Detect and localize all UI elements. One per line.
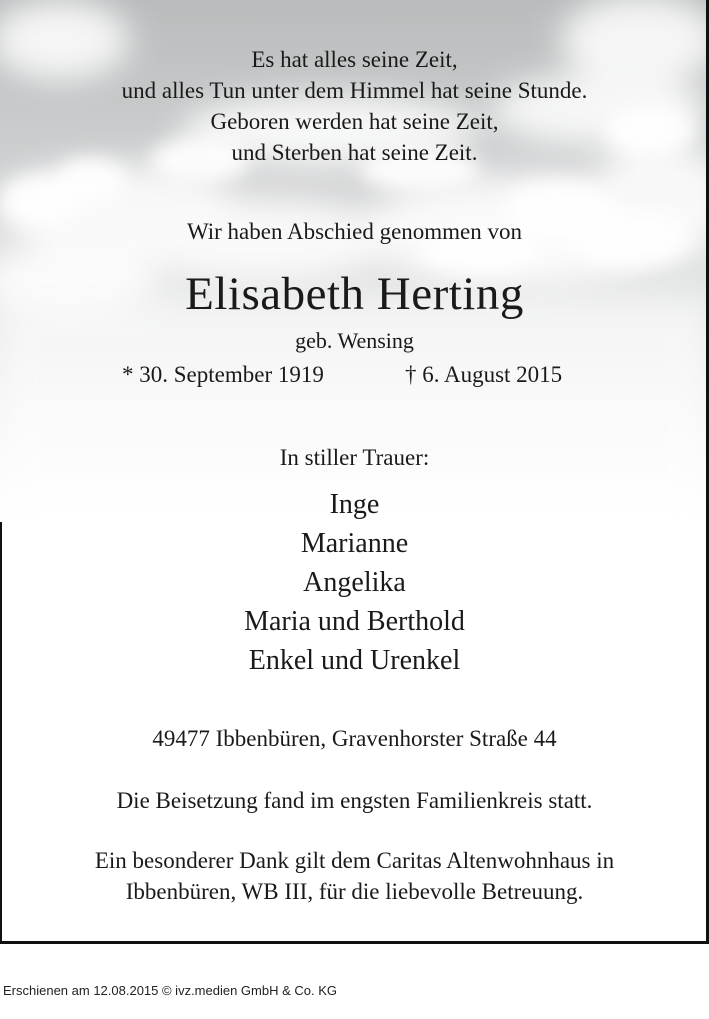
verse-line: und Sterben hat seine Zeit.: [231, 140, 478, 165]
mourner-name: Maria und Berthold: [244, 606, 465, 637]
birth-date: * 30. September 1919: [122, 362, 324, 387]
mourner-name: Angelika: [303, 567, 406, 598]
deceased-name: Elisabeth Herting: [185, 268, 524, 320]
verse-line: und alles Tun unter dem Himmel hat seine Stunde.: [121, 78, 588, 103]
thanks-line: Ibbenbüren, WB III, für die liebevolle Betreuung.: [125, 879, 584, 904]
mourner-name: Inge: [329, 489, 380, 520]
publication-footer: Erschienen am 12.08.2015 © ivz.medien GmbH & Co. KG: [3, 983, 338, 998]
notice-border-left: [0, 522, 2, 942]
farewell-intro: Wir haben Abschied genommen von: [186, 219, 523, 244]
mourning-heading: In stiller Trauer:: [279, 445, 430, 470]
mourner-name: Enkel und Urenkel: [248, 645, 461, 676]
mourner-address: 49477 Ibbenbüren, Gravenhorster Straße 44: [152, 726, 557, 751]
mourner-name: Marianne: [300, 528, 409, 559]
death-date: † 6. August 2015: [405, 362, 563, 387]
thanks-line: Ein besonderer Dank gilt dem Caritas Altenwohnhaus in: [94, 848, 615, 873]
verse-line: Es hat alles seine Zeit,: [251, 47, 458, 72]
burial-note: Die Beisetzung fand im engsten Familienkreis statt.: [116, 788, 593, 813]
birth-name: geb. Wensing: [295, 328, 414, 353]
verse-line: Geboren werden hat seine Zeit,: [210, 109, 499, 134]
